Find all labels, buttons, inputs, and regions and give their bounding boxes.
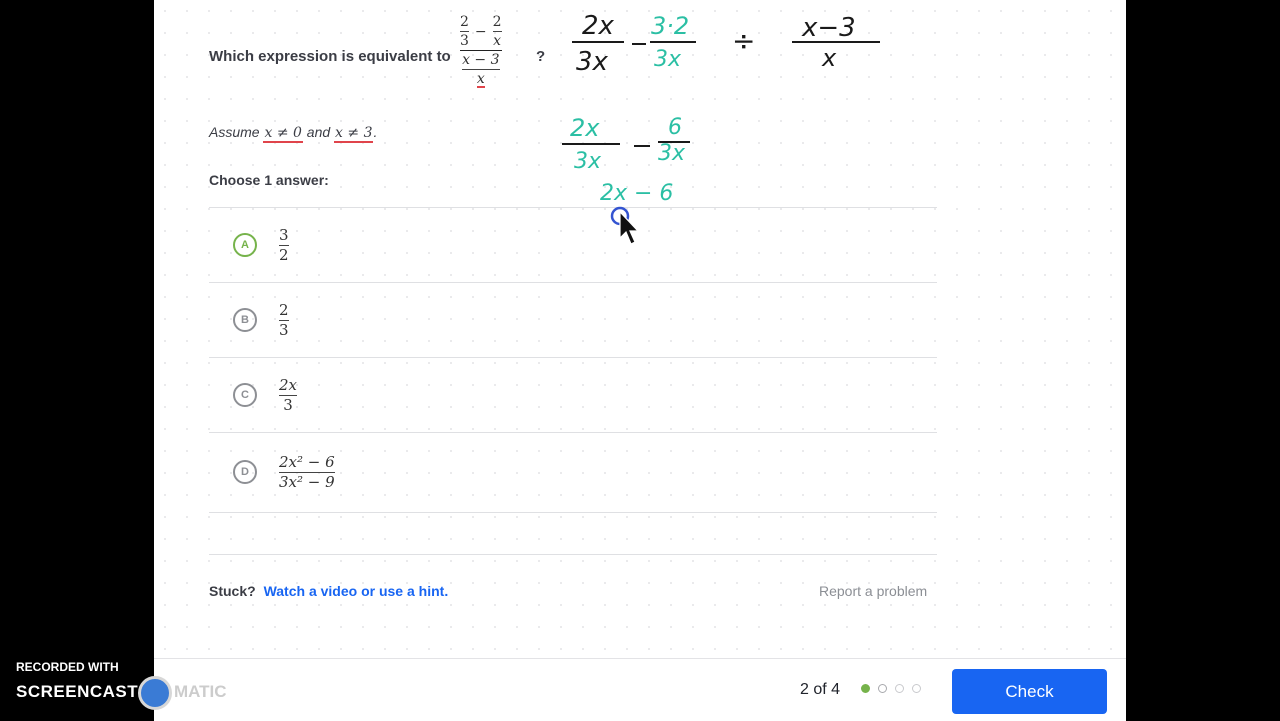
- stuck-label: Stuck?: [209, 583, 256, 599]
- question-mark: ?: [536, 48, 546, 65]
- watermark-matic: MATIC: [174, 682, 227, 701]
- choice-b[interactable]: [209, 283, 937, 357]
- den-den: x: [476, 71, 485, 87]
- choice-d-letter: D: [233, 460, 257, 484]
- ink-3x-3: 3x: [658, 141, 686, 166]
- divider: [209, 432, 937, 433]
- minus-sign: −: [474, 23, 487, 40]
- ink-3x-b: 3x: [654, 47, 682, 72]
- hint-link[interactable]: Watch a video or use a hint.: [263, 583, 449, 599]
- choice-d[interactable]: [209, 435, 937, 509]
- choice-b-answer: [279, 300, 289, 339]
- assume-end: .: [373, 124, 378, 140]
- progress-label: 2 of 4: [800, 681, 841, 698]
- progress-dot: [912, 684, 921, 693]
- ink-3x: 3x: [576, 47, 608, 77]
- choice-c-answer: [279, 375, 298, 414]
- choice-d-den: 3x² − 9: [279, 472, 335, 491]
- choice-c-num: 2x: [279, 375, 298, 394]
- assume-prefix: Assume: [209, 124, 260, 140]
- ink-x: x: [822, 44, 837, 72]
- screencast-logo-icon: [138, 676, 172, 710]
- ink-6: 6: [668, 115, 682, 140]
- condition-2: x ≠ 3: [335, 125, 373, 141]
- watermark-recorded: RECORDED WITH: [16, 660, 119, 674]
- report-problem-link[interactable]: Report a problem: [819, 583, 928, 599]
- divider: [209, 554, 937, 555]
- divider: [209, 512, 937, 513]
- num-2: 2: [460, 14, 469, 30]
- den-3: 3: [460, 33, 469, 49]
- complex-fraction: [460, 14, 502, 88]
- progress-dot-current: [878, 684, 887, 693]
- watermark-screencast: SCREENCAST: [16, 682, 139, 701]
- stuck-section: [209, 583, 448, 599]
- den-num: x − 3: [462, 52, 500, 68]
- question-text: Which expression is equivalent to: [209, 48, 451, 65]
- ink-divide: ÷: [732, 24, 756, 57]
- exercise-panel: [154, 0, 1126, 720]
- choice-d-answer: [279, 452, 335, 491]
- choice-a-answer: [279, 225, 289, 264]
- num-2b: 2: [492, 14, 502, 30]
- progress-dot-done: [861, 684, 870, 693]
- choose-label: Choose 1 answer:: [209, 172, 329, 188]
- progress-dots: [861, 684, 921, 693]
- choice-d-num: 2x² − 6: [279, 452, 335, 471]
- choice-b-num: 2: [279, 300, 289, 319]
- assumption-text: [209, 124, 377, 141]
- ink-2x: 2x: [582, 11, 614, 41]
- assume-and: and: [306, 124, 331, 140]
- choice-c-letter: C: [233, 383, 257, 407]
- choice-a-num: 3: [279, 225, 289, 244]
- ink-3x2: 3·2: [651, 12, 690, 40]
- choice-a[interactable]: [209, 208, 937, 282]
- fraction-denominator: [462, 53, 499, 88]
- footer-bar: [154, 658, 1126, 721]
- choice-b-den: 3: [279, 320, 289, 339]
- choice-b-letter: B: [233, 308, 257, 332]
- ink-2x-6: 2x − 6: [600, 181, 674, 206]
- ink-3x-2: 3x: [574, 149, 602, 174]
- choice-c-den: 3: [283, 395, 293, 414]
- choice-c[interactable]: [209, 358, 937, 432]
- progress-dot: [895, 684, 904, 693]
- choice-a-den: 2: [279, 245, 289, 264]
- choice-a-letter: A: [233, 233, 257, 257]
- den-x: x: [493, 33, 502, 49]
- ink-2x-2: 2x: [570, 114, 600, 142]
- check-button[interactable]: Check: [952, 669, 1107, 714]
- main-fraction: [460, 15, 502, 88]
- fraction-numerator: [460, 15, 502, 48]
- condition-1: x ≠ 0: [264, 125, 302, 141]
- ink-x-3: x−3: [802, 13, 856, 43]
